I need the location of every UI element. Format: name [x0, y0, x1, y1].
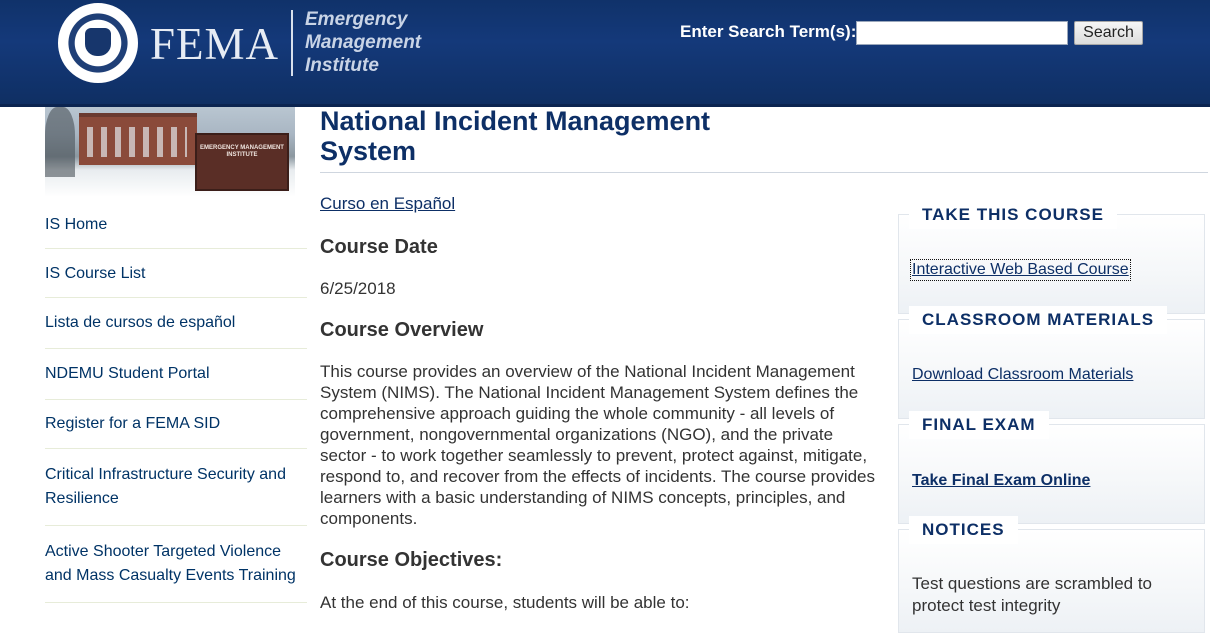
nav-item-is-home[interactable]: IS Home — [45, 200, 307, 249]
sign-line-2: INSTITUTE — [226, 152, 258, 158]
title-divider — [320, 172, 1208, 173]
take-course-box — [898, 205, 1205, 314]
eagle-emblem-icon — [85, 28, 111, 56]
institute-line-1: Emergency — [305, 9, 408, 30]
campus-photo — [45, 107, 295, 197]
notices-text: Test questions are scrambled to protect test integrity — [912, 574, 1153, 615]
main-content — [320, 194, 880, 613]
search-button[interactable]: Search — [1074, 21, 1143, 45]
course-objectives-intro: At the end of this course, students will be able to: — [320, 593, 690, 612]
institute-sign — [195, 133, 289, 191]
page-title-line-2: System — [320, 136, 417, 166]
institute-name — [305, 8, 485, 77]
sign-line-1: EMERGENCY MANAGEMENT — [200, 145, 284, 151]
course-date-heading: Course Date — [320, 236, 438, 258]
building-shape — [79, 113, 197, 165]
nav-item-ndemu-portal[interactable]: NDEMU Student Portal — [45, 349, 307, 400]
fema-logo-text[interactable]: FEMA — [150, 19, 280, 69]
course-date: 6/25/2018 — [320, 279, 396, 298]
search-label: Enter Search Term(s): — [680, 22, 857, 41]
course-objectives-heading: Course Objectives: — [320, 549, 503, 571]
site-header — [0, 0, 1210, 107]
course-overview-heading: Course Overview — [320, 319, 484, 341]
search-input[interactable] — [856, 21, 1068, 45]
page-title — [320, 106, 750, 166]
header-divider — [291, 10, 293, 76]
dhs-seal-logo[interactable] — [58, 3, 138, 83]
final-exam-heading: FINAL EXAM — [909, 411, 1049, 439]
take-course-heading: TAKE THIS COURSE — [909, 201, 1117, 229]
nav-item-critical-infrastructure[interactable]: Critical Infrastructure Security and Resilience — [45, 449, 307, 526]
spanish-course-link[interactable]: Curso en Español — [320, 194, 456, 213]
left-nav — [45, 200, 307, 603]
interactive-course-link[interactable]: Interactive Web Based Course — [912, 261, 1129, 278]
classroom-materials-heading: CLASSROOM MATERIALS — [909, 306, 1167, 334]
notices-box — [898, 520, 1205, 633]
nav-item-spanish-courses[interactable]: Lista de cursos de español — [45, 298, 307, 349]
tree-shape — [45, 107, 75, 177]
institute-line-2: Management — [305, 32, 422, 53]
nav-item-register-sid[interactable]: Register for a FEMA SID — [45, 400, 307, 449]
nav-item-is-course-list[interactable]: IS Course List — [45, 249, 307, 298]
final-exam-box — [898, 415, 1205, 524]
course-overview-text: This course provides an overview of the National Incident Management System (NIMS). The National Incident Management System defines the comprehensive approach guiding the whole community - all levels of government, nongovernmental organizations (NGO), and the private sector - to work together seamlessly to prevent, protect against, mitigate, respond to, and recover from the effects of incidents. The course provides learners with a basic understanding of NIMS concepts, principles, and components. — [320, 362, 876, 528]
institute-line-3: Institute — [305, 55, 379, 76]
classroom-materials-box — [898, 310, 1205, 419]
nav-item-active-shooter[interactable]: Active Shooter Targeted Violence and Mass Casualty Events Training — [45, 526, 307, 603]
download-materials-link[interactable]: Download Classroom Materials — [912, 366, 1134, 383]
take-final-exam-link[interactable]: Take Final Exam Online — [912, 472, 1091, 489]
notices-heading: NOTICES — [909, 516, 1018, 544]
page-title-line-1: National Incident Management — [320, 106, 711, 136]
